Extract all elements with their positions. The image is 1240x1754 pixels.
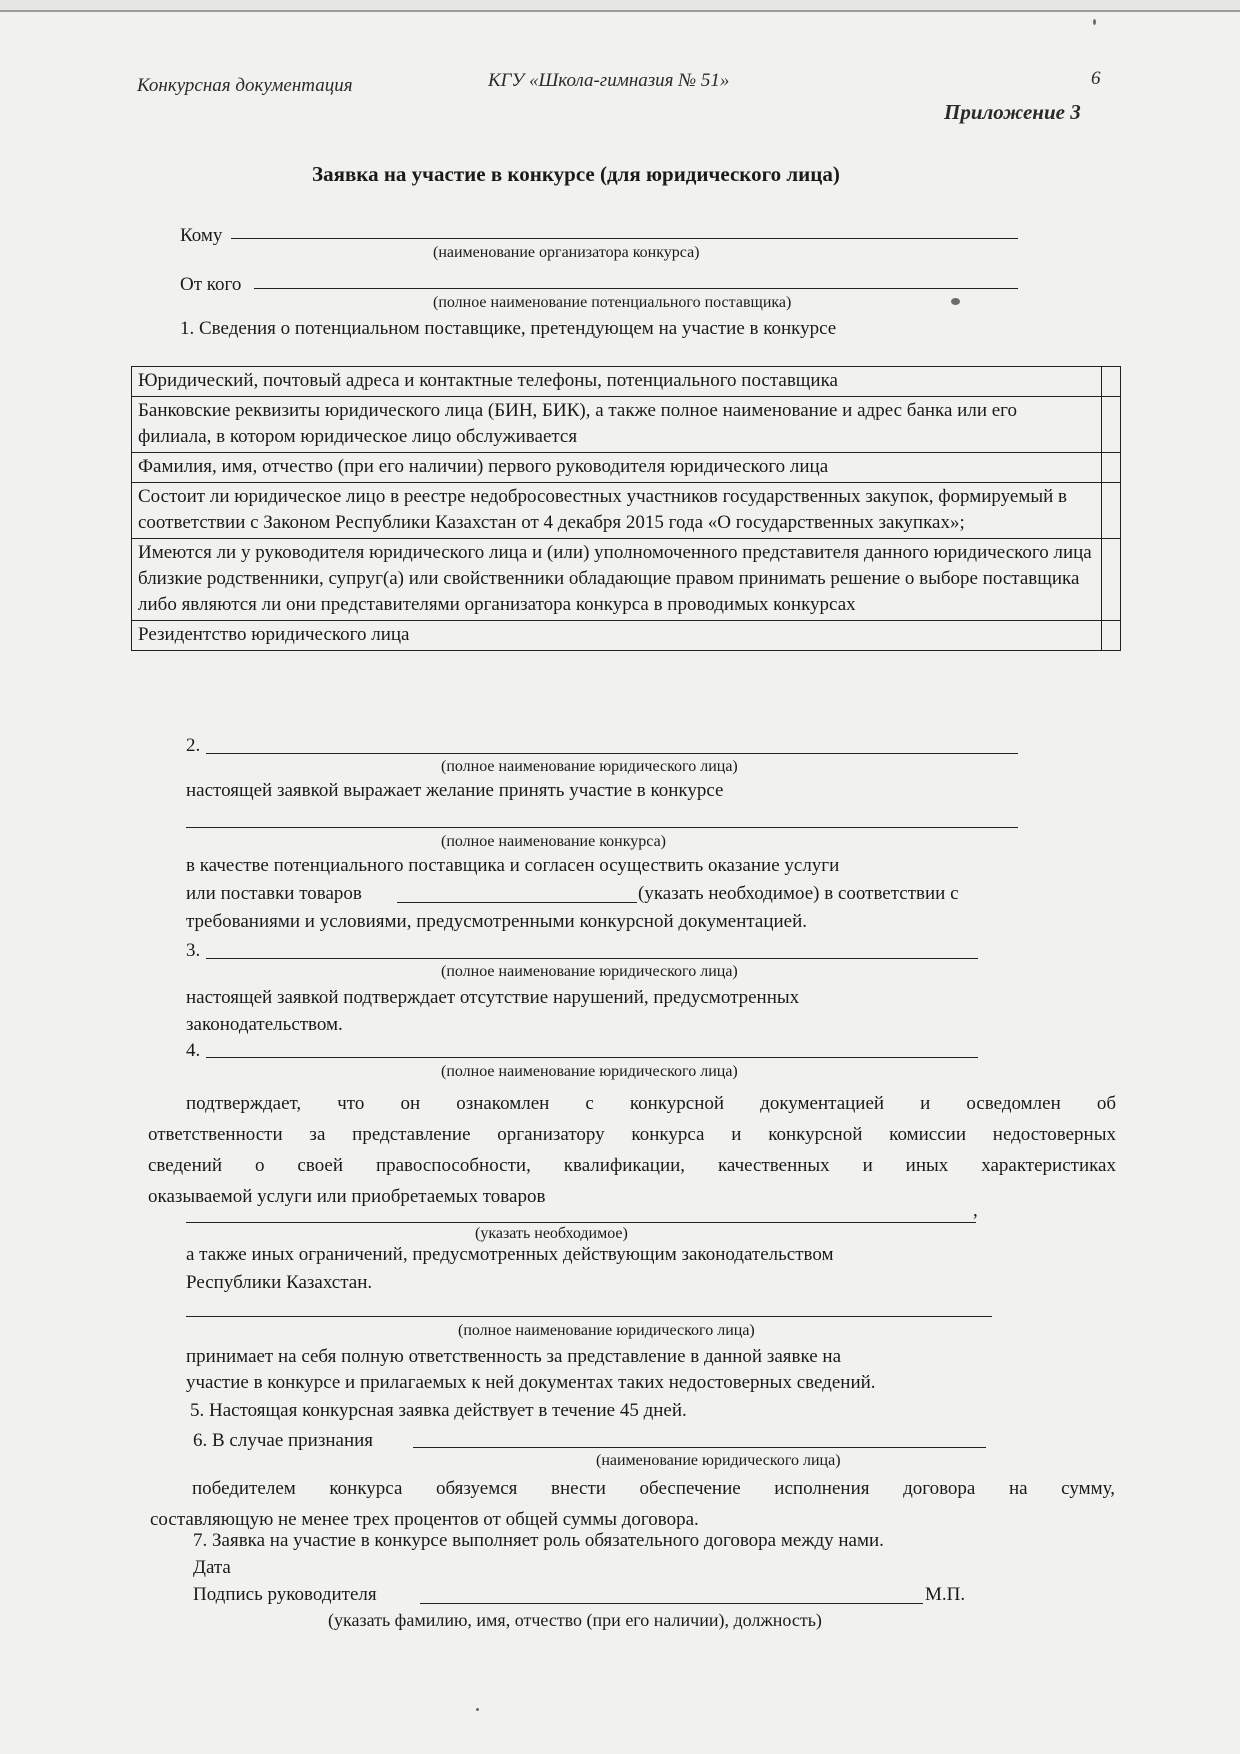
table-cell-value[interactable]	[1102, 483, 1121, 539]
signature-label: Подпись руководителя	[193, 1584, 377, 1605]
page-number: 6	[1091, 68, 1101, 89]
to-caption: (наименование организатора конкурса)	[433, 244, 700, 261]
from-label: От кого	[180, 274, 242, 295]
paragraph-line: ответственности за представление организатору конкурса и конкурсной комиссии недостоверных	[148, 1124, 1116, 1145]
section-4-text-5: а также иных ограничений, предусмотренных действующим законодательством	[186, 1244, 834, 1265]
signature-line[interactable]	[420, 1603, 923, 1604]
entity-name-line-2[interactable]	[206, 753, 1018, 754]
header-organization: КГУ «Школа-гимназия № 51»	[488, 70, 730, 91]
table-row	[132, 539, 1121, 621]
paragraph-line: подтверждает, что он ознакомлен с конкурсной документацией и осведомлен об	[186, 1093, 1116, 1114]
table-cell-label: Юридический, почтовый адреса и контактные телефоны, потенциального поставщика	[132, 367, 1102, 397]
entity-caption-4: (полное наименование юридического лица)	[441, 1063, 738, 1080]
contest-caption: (полное наименование конкурса)	[441, 833, 667, 850]
section-6-paragraph	[150, 1473, 1115, 1535]
to-label: Кому	[180, 225, 223, 246]
header-doc-type: Конкурсная документация	[137, 75, 353, 96]
from-caption: (полное наименование потенциального поставщика)	[433, 294, 792, 311]
table-cell-label: Резидентство юридического лица	[132, 621, 1102, 651]
paragraph-line: сведений о своей правоспособности, квалификации, качественных и иных характеристиках	[148, 1155, 1116, 1176]
page-top-edge	[0, 0, 1240, 12]
section-2-text-2: в качестве потенциального поставщика и согласен осуществить оказание услуги	[186, 855, 840, 876]
section-2-text-4: требованиями и условиями, предусмотренными конкурсной документацией.	[186, 911, 808, 932]
scan-mark	[476, 1708, 479, 1711]
section-4-number: 4.	[186, 1040, 201, 1061]
document-title: Заявка на участие в конкурсе (для юридического лица)	[312, 162, 840, 186]
paragraph-line: победителем конкурса обязуемся внести обеспечение исполнения договора на сумму,	[192, 1478, 1115, 1499]
entity-name-line-4[interactable]	[206, 1057, 978, 1058]
table-cell-value[interactable]	[1102, 367, 1121, 397]
section-3-text-1: настоящей заявкой подтверждает отсутствие нарушений, предусмотренных	[186, 987, 800, 1008]
comma: ,	[973, 1200, 978, 1221]
winner-name-line[interactable]	[413, 1447, 986, 1448]
paragraph-line: оказываемой услуги или приобретаемых товаров	[148, 1186, 546, 1207]
section-4-text-7: принимает на себя полную ответственность за представление в данной заявке на	[186, 1346, 842, 1367]
contest-name-line[interactable]	[186, 827, 1018, 828]
section-3-text-2: законодательством.	[186, 1014, 343, 1035]
table-cell-label: Состоит ли юридическое лицо в реестре недобросовестных участников государственных закупок, формируемый в соответствии с Законом Республики Казахстан от 4 декабря 2015 года «О государственных закупках»;	[132, 483, 1102, 539]
winner-caption: (наименование юридического лица)	[596, 1452, 841, 1469]
goods-field-line[interactable]	[397, 902, 637, 903]
needed-field-line[interactable]	[186, 1222, 976, 1223]
section-4-paragraph	[148, 1088, 1116, 1212]
section-2-text-1: настоящей заявкой выражает желание принять участие в конкурсе	[186, 780, 724, 801]
table-cell-value[interactable]	[1102, 397, 1121, 453]
section-3-number: 3.	[186, 940, 201, 961]
scan-mark	[1093, 19, 1096, 25]
annex-label: Приложение 3	[944, 100, 1081, 124]
from-field-line[interactable]	[254, 288, 1018, 289]
table-row	[132, 397, 1121, 453]
section-6-text: 6. В случае признания	[193, 1430, 374, 1451]
table-row	[132, 483, 1121, 539]
section-2-number: 2.	[186, 735, 201, 756]
to-field-line[interactable]	[231, 238, 1018, 239]
table-row	[132, 367, 1121, 397]
date-label: Дата	[193, 1557, 231, 1578]
entity-name-line-3[interactable]	[206, 958, 978, 959]
scan-spot	[951, 298, 960, 305]
section-1-heading: 1. Сведения о потенциальном поставщике, претендующем на участие в конкурсе	[180, 318, 837, 339]
entity-caption-3: (полное наименование юридического лица)	[441, 963, 738, 980]
supplier-info-table	[131, 366, 1121, 651]
section-7-text: 7. Заявка на участие в конкурсе выполняет роль обязательного договора между нами.	[193, 1530, 884, 1551]
table-cell-label: Имеются ли у руководителя юридического лица и (или) уполномоченного представителя данного юридического лица близкие родственники, супруг(а) или свойственники обладающие правом принимать решение о выборе поставщика либо являются ли они представителями организатора конкурса в проводимых конкурсах	[132, 539, 1102, 621]
section-2-text-3b: (указать необходимое) в соответствии с	[638, 883, 959, 904]
table-cell-label: Банковские реквизиты юридического лица (БИН, БИК), а также полное наименование и адрес банка или его филиала, в котором юридическое лицо обслуживается	[132, 397, 1102, 453]
section-5-text: 5. Настоящая конкурсная заявка действует в течение 45 дней.	[190, 1400, 687, 1421]
entity-caption-5: (полное наименование юридического лица)	[458, 1322, 755, 1339]
entity-caption-2: (полное наименование юридического лица)	[441, 758, 738, 775]
stamp-label: М.П.	[925, 1584, 966, 1605]
section-2-text-3a: или поставки товаров	[186, 883, 362, 904]
table-cell-value[interactable]	[1102, 453, 1121, 483]
entity-name-line-5[interactable]	[186, 1316, 992, 1317]
table-cell-label: Фамилия, имя, отчество (при его наличии) первого руководителя юридического лица	[132, 453, 1102, 483]
needed-caption: (указать необходимое)	[475, 1225, 628, 1242]
table-row	[132, 621, 1121, 651]
section-4-text-8: участие в конкурсе и прилагаемых к ней документах таких недостоверных сведений.	[186, 1372, 876, 1393]
table-cell-value[interactable]	[1102, 539, 1121, 621]
table-cell-value[interactable]	[1102, 621, 1121, 651]
table-row	[132, 453, 1121, 483]
section-4-text-6: Республики Казахстан.	[186, 1272, 373, 1293]
signature-caption: (указать фамилию, имя, отчество (при его наличии), должность)	[328, 1610, 822, 1630]
paragraph-line: составляющую не менее трех процентов от общей суммы договора.	[150, 1509, 699, 1530]
